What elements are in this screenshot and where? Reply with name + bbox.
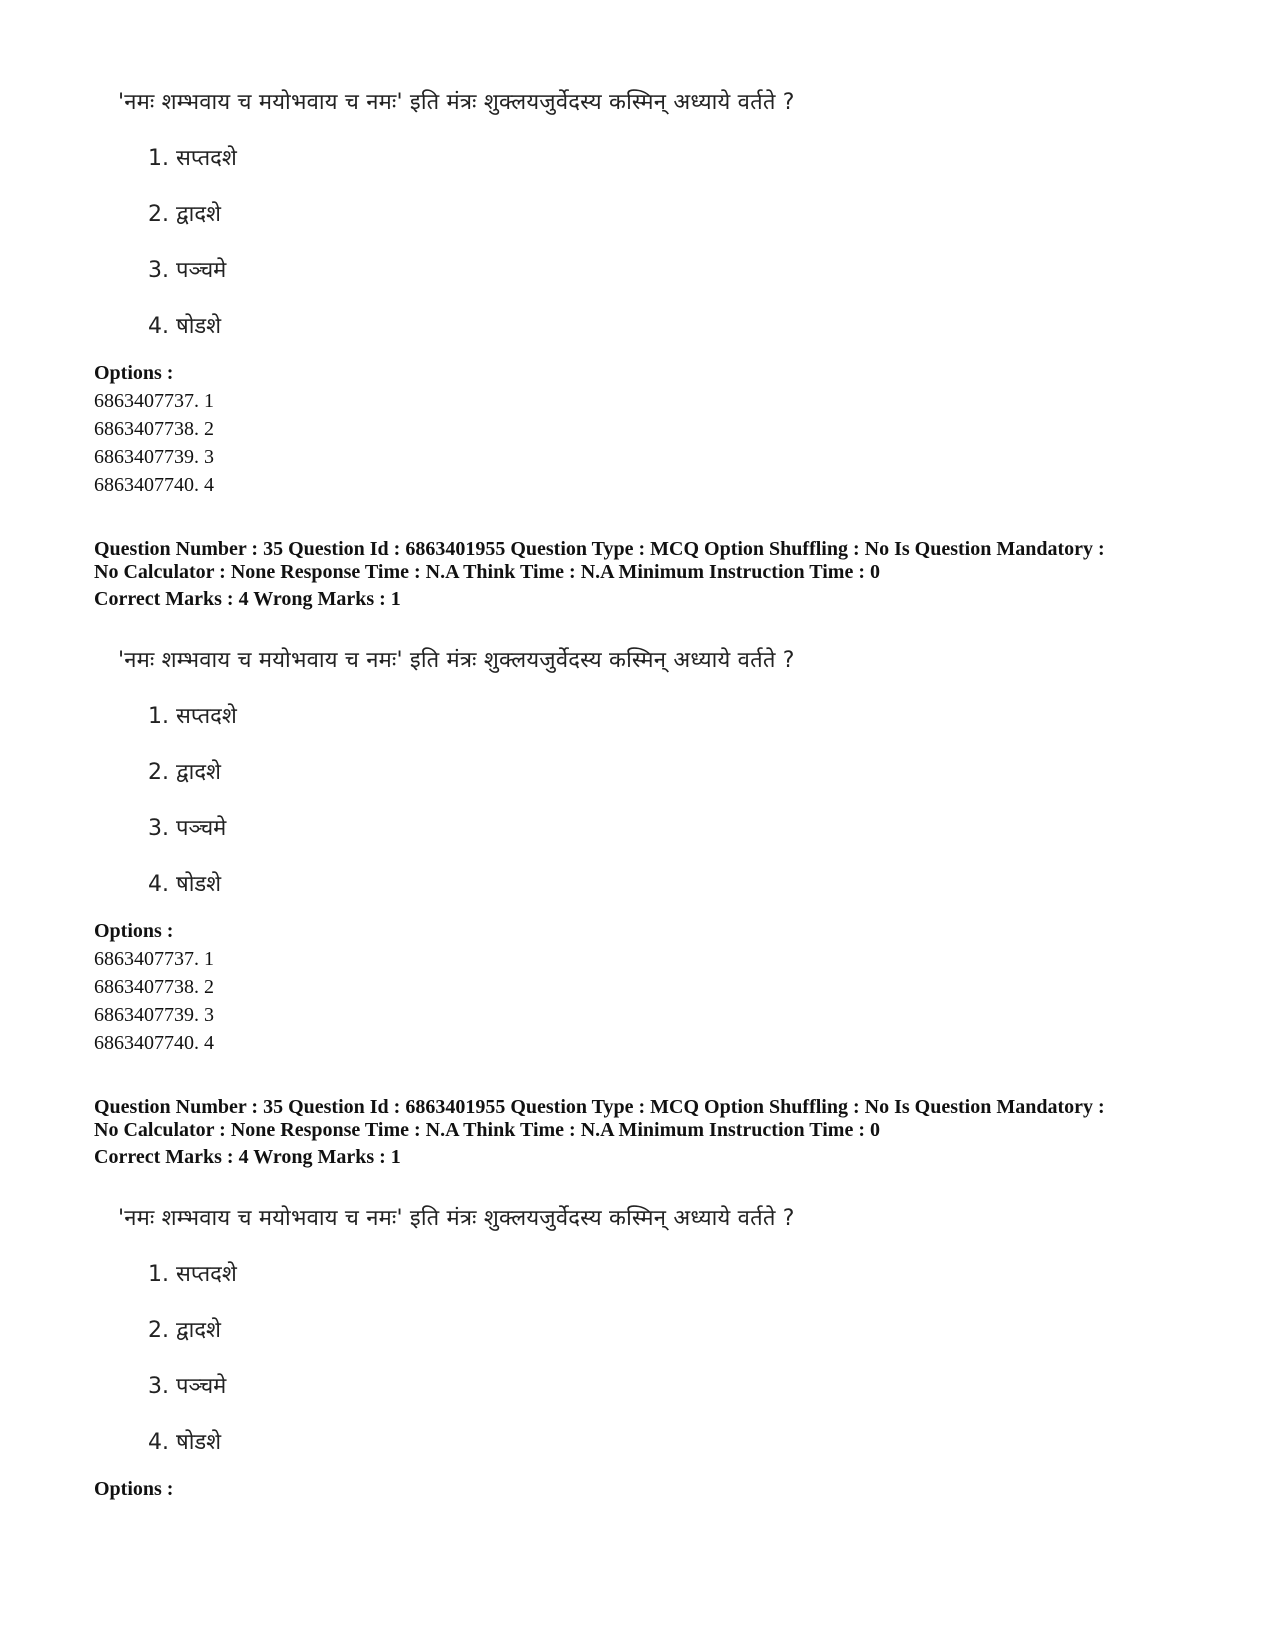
question-text: 'नमः शम्भवाय च मयोभवाय च नमः' इति मंत्रः शुक्लयजुर्वेदस्य कस्मिन् अध्याये वर्तते ? bbox=[118, 648, 795, 673]
option-id-2: 6863407738. 2 bbox=[94, 976, 214, 998]
question-meta-line-1: Question Number : 35 Question Id : 6863401955 Question Type : MCQ Option Shuffling : No Is Question Mandatory : bbox=[94, 538, 1105, 560]
question-meta-line-2: No Calculator : None Response Time : N.A Think Time : N.A Minimum Instruction Time : 0 bbox=[94, 561, 880, 583]
choice-1: 1. सप्तदशे bbox=[148, 146, 237, 171]
choice-2: 2. द्वादशे bbox=[148, 202, 221, 227]
question-text: 'नमः शम्भवाय च मयोभवाय च नमः' इति मंत्रः शुक्लयजुर्वेदस्य कस्मिन् अध्याये वर्तते ? bbox=[118, 1206, 795, 1231]
marks-line: Correct Marks : 4 Wrong Marks : 1 bbox=[94, 1146, 401, 1168]
option-id-3: 6863407739. 3 bbox=[94, 446, 214, 468]
option-id-2: 6863407738. 2 bbox=[94, 418, 214, 440]
question-meta-line-2: No Calculator : None Response Time : N.A Think Time : N.A Minimum Instruction Time : 0 bbox=[94, 1119, 880, 1141]
question-meta-line-1: Question Number : 35 Question Id : 6863401955 Question Type : MCQ Option Shuffling : No Is Question Mandatory : bbox=[94, 1096, 1105, 1118]
choice-4: 4. षोडशे bbox=[148, 872, 222, 897]
choice-4: 4. षोडशे bbox=[148, 1430, 222, 1455]
option-id-3: 6863407739. 3 bbox=[94, 1004, 214, 1026]
option-id-4: 6863407740. 4 bbox=[94, 474, 214, 496]
option-id-1: 6863407737. 1 bbox=[94, 948, 214, 970]
choice-1: 1. सप्तदशे bbox=[148, 1262, 237, 1287]
option-id-4: 6863407740. 4 bbox=[94, 1032, 214, 1054]
options-label: Options : bbox=[94, 1478, 174, 1500]
choice-3: 3. पञ्चमे bbox=[148, 1374, 227, 1399]
choice-2: 2. द्वादशे bbox=[148, 760, 221, 785]
choice-2: 2. द्वादशे bbox=[148, 1318, 221, 1343]
options-label: Options : bbox=[94, 920, 174, 942]
choice-3: 3. पञ्चमे bbox=[148, 816, 227, 841]
options-label: Options : bbox=[94, 362, 174, 384]
choice-4: 4. षोडशे bbox=[148, 314, 222, 339]
choice-3: 3. पञ्चमे bbox=[148, 258, 227, 283]
marks-line: Correct Marks : 4 Wrong Marks : 1 bbox=[94, 588, 401, 610]
choice-1: 1. सप्तदशे bbox=[148, 704, 237, 729]
option-id-1: 6863407737. 1 bbox=[94, 390, 214, 412]
question-text: 'नमः शम्भवाय च मयोभवाय च नमः' इति मंत्रः शुक्लयजुर्वेदस्य कस्मिन् अध्याये वर्तते ? bbox=[118, 90, 795, 115]
